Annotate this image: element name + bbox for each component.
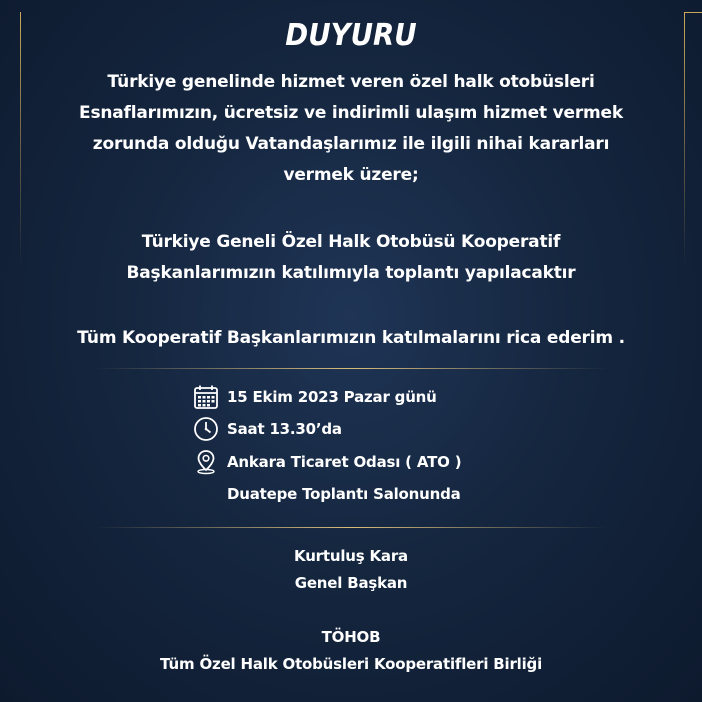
location-text-line-1: Ankara Ticaret Odası ( ATO ) — [227, 453, 462, 471]
announcement-title: DUYURU — [285, 18, 417, 53]
detail-date — [192, 383, 437, 411]
detail-time — [192, 415, 342, 443]
paragraph-3-line-1: Tüm Kooperatif Başkanlarımızın katılmalarını rica ederim . — [77, 328, 625, 348]
paragraph-2-line-2: Başkanlarımızın katılımıyla toplantı yapılacaktır — [126, 263, 576, 283]
announcement-paragraph-2 — [0, 227, 702, 289]
paragraph-2-line-1: Türkiye Geneli Özel Halk Otobüsü Kooperatif — [141, 232, 561, 252]
signature-block — [0, 543, 702, 597]
time-text: Saat 13.30’da — [227, 420, 342, 438]
announcement-paragraph-3 — [0, 323, 702, 354]
signatory-name: Kurtuluş Kara — [294, 547, 408, 565]
divider-bottom — [95, 527, 607, 528]
location-text-line-2: Duatepe Toplantı Salonunda — [227, 485, 461, 503]
calendar-icon — [192, 383, 220, 411]
divider-top — [95, 368, 607, 369]
clock-icon — [192, 415, 220, 443]
announcement-paragraph-1 — [0, 67, 702, 191]
detail-location — [192, 448, 461, 476]
organization-block — [0, 624, 702, 678]
signatory-role: Genel Başkan — [294, 574, 408, 592]
organization-abbreviation: TÖHOB — [321, 628, 381, 646]
date-text: 15 Ekim 2023 Pazar günü — [227, 388, 437, 406]
paragraph-1-line-1: Türkiye genelinde hizmet veren özel halk otobüsleri — [107, 72, 595, 92]
paragraph-1-line-2: Esnaflarımızın, ücretsiz ve indirimli ulaşım hizmet vermek — [79, 103, 623, 123]
organization-full-name: Tüm Özel Halk Otobüsleri Kooperatifleri Birliği — [159, 655, 543, 673]
paragraph-1-line-3: zorunda olduğu Vatandaşlarımız ile ilgili nihai kararları — [92, 134, 610, 154]
frame-line-top-right-horizontal — [684, 12, 702, 13]
paragraph-1-line-4: vermek üzere; — [283, 165, 419, 185]
detail-location-line-2 — [227, 480, 461, 508]
location-pin-icon — [192, 448, 220, 476]
